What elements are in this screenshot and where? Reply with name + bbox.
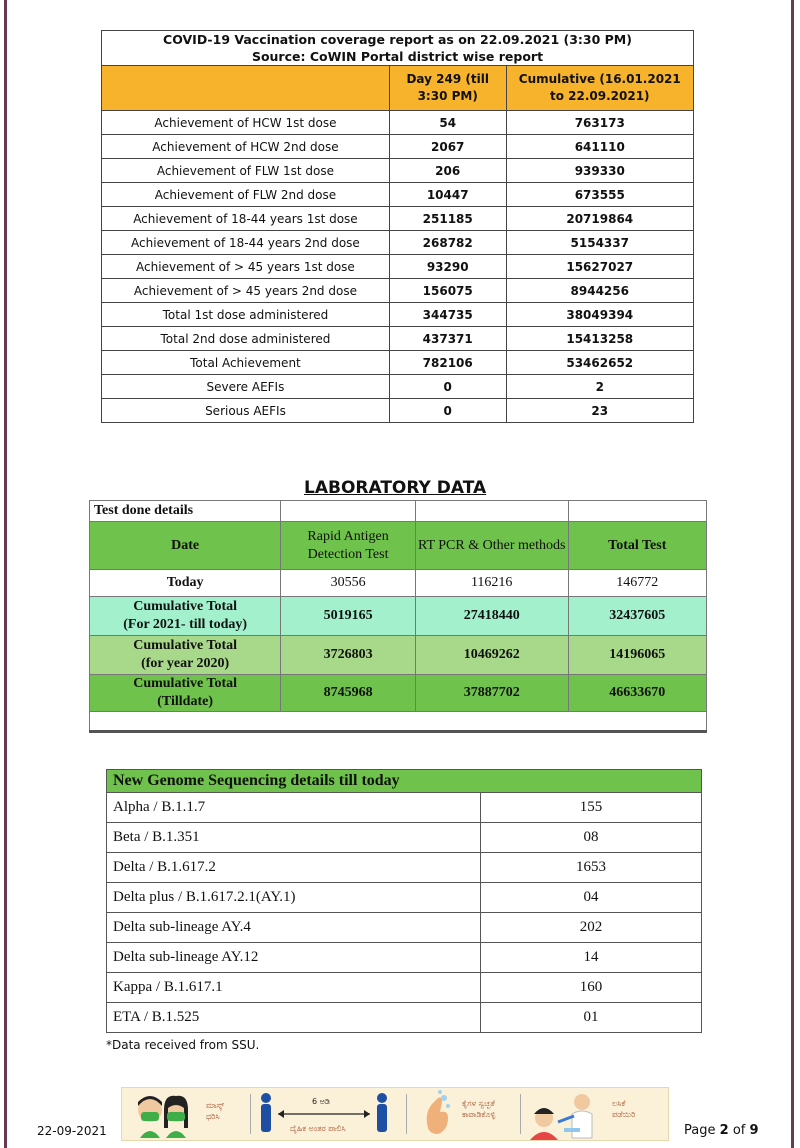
vaccination-header-blank <box>102 66 390 111</box>
vaccination-row <box>102 375 694 399</box>
genome-header-row <box>107 770 702 793</box>
distance-text: ದೈಹಿಕ ಅಂತರ ಪಾಲಿಸಿ <box>290 1124 346 1133</box>
vaccination-row <box>102 351 694 375</box>
variant-name: Beta / B.1.351 <box>107 823 481 853</box>
vaccination-row <box>102 399 694 423</box>
vaccination-row-label: Severe AEFIs <box>102 375 390 399</box>
vaccination-row <box>102 183 694 207</box>
vaccination-day-value: 2067 <box>389 135 506 159</box>
vaccination-day-value: 344735 <box>389 303 506 327</box>
vaccination-day-value: 156075 <box>389 279 506 303</box>
vaccine-text: ಲಸಿಕೆ ಪಡೆಯಿರಿ <box>612 1099 636 1119</box>
vaccination-row-label: Achievement of > 45 years 2nd dose <box>102 279 390 303</box>
variant-count: 01 <box>481 1003 702 1033</box>
laboratory-total-value: 32437605 <box>568 597 706 636</box>
variant-count: 1653 <box>481 853 702 883</box>
vaccination-cumulative-value: 673555 <box>506 183 693 207</box>
variant-count: 08 <box>481 823 702 853</box>
vaccination-cumulative-value: 15627027 <box>506 255 693 279</box>
vaccination-cumulative-value: 15413258 <box>506 327 693 351</box>
genome-row <box>107 883 702 913</box>
vaccination-row <box>102 255 694 279</box>
laboratory-header-row <box>90 522 707 570</box>
laboratory-header-total: Total Test <box>568 522 706 570</box>
laboratory-rat-value: 8745968 <box>281 675 416 712</box>
vaccination-row-label: Achievement of HCW 1st dose <box>102 111 390 135</box>
vaccination-day-value: 437371 <box>389 327 506 351</box>
vaccination-cumulative-value: 2 <box>506 375 693 399</box>
variant-name: Delta sub-lineage AY.4 <box>107 913 481 943</box>
banner-divider <box>250 1094 251 1134</box>
genome-rows <box>107 793 702 1033</box>
laboratory-row-label: Cumulative Total (for year 2020) <box>90 636 281 675</box>
variant-name: Kappa / B.1.617.1 <box>107 973 481 1003</box>
laboratory-rtpcr-value: 37887702 <box>415 675 568 712</box>
vaccination-table <box>101 30 694 423</box>
laboratory-rtpcr-value: 116216 <box>415 570 568 597</box>
variant-name: Delta / B.1.617.2 <box>107 853 481 883</box>
laboratory-header-date: Date <box>90 522 281 570</box>
distance-value: 6 ಅಡಿ <box>312 1097 330 1106</box>
laboratory-rat-value: 3726803 <box>281 636 416 675</box>
laboratory-header-rtpcr: RT PCR & Other methods <box>415 522 568 570</box>
vaccination-row-label: Achievement of 18-44 years 1st dose <box>102 207 390 231</box>
vaccination-row-label: Achievement of FLW 2nd dose <box>102 183 390 207</box>
vaccination-day-value: 93290 <box>389 255 506 279</box>
vaccination-row <box>102 303 694 327</box>
genome-table <box>106 769 702 1033</box>
vaccination-row <box>102 279 694 303</box>
banner-divider <box>520 1094 521 1134</box>
genome-row <box>107 853 702 883</box>
vaccination-row-label: Total Achievement <box>102 351 390 375</box>
covid-appropriate-behaviour-banner <box>121 1087 669 1141</box>
footer-date: 22-09-2021 <box>37 1124 107 1138</box>
genome-row <box>107 793 702 823</box>
vaccination-cumulative-value: 5154337 <box>506 231 693 255</box>
hand-wash-icon <box>420 1088 454 1140</box>
vaccination-day-value: 0 <box>389 399 506 423</box>
hands-text: ಕೈಗಳ ಸ್ವಚ್ಛತೆ ಕಾಪಾಡಿಕೊಳ್ಳಿ <box>462 1099 496 1119</box>
vaccination-row-label: Achievement of 18-44 years 2nd dose <box>102 231 390 255</box>
vaccination-cumulative-value: 23 <box>506 399 693 423</box>
vaccination-cumulative-value: 641110 <box>506 135 693 159</box>
vaccination-rows <box>102 111 694 423</box>
genome-row <box>107 913 702 943</box>
variant-count: 04 <box>481 883 702 913</box>
variant-count: 202 <box>481 913 702 943</box>
vaccination-title-row <box>102 31 694 66</box>
laboratory-row <box>90 675 707 712</box>
vaccination-row <box>102 159 694 183</box>
laboratory-empty-row <box>90 712 707 732</box>
vaccination-row <box>102 135 694 159</box>
vaccination-day-value: 251185 <box>389 207 506 231</box>
vaccination-day-value: 268782 <box>389 231 506 255</box>
data-source-note: *Data received from SSU. <box>106 1038 260 1052</box>
vaccination-cumulative-value: 939330 <box>506 159 693 183</box>
mask-faces-icon <box>132 1088 196 1140</box>
genome-title: New Genome Sequencing details till today <box>107 770 702 793</box>
laboratory-row-label: Today <box>90 570 281 597</box>
vaccination-row-label: Total 1st dose administered <box>102 303 390 327</box>
laboratory-rat-value: 30556 <box>281 570 416 597</box>
vaccination-cumulative-value: 38049394 <box>506 303 693 327</box>
vaccination-row <box>102 207 694 231</box>
vaccination-header-cumulative: Cumulative (16.01.2021 to 22.09.2021) <box>506 66 693 111</box>
laboratory-rtpcr-value: 10469262 <box>415 636 568 675</box>
laboratory-subheading: Test done details <box>90 501 281 522</box>
laboratory-header-rat: Rapid Antigen Detection Test <box>281 522 416 570</box>
laboratory-title: LABORATORY DATA <box>304 478 487 498</box>
banner-divider <box>406 1094 407 1134</box>
vaccination-day-value: 54 <box>389 111 506 135</box>
laboratory-row <box>90 597 707 636</box>
genome-row <box>107 1003 702 1033</box>
laboratory-table <box>89 500 707 733</box>
laboratory-total-value: 14196065 <box>568 636 706 675</box>
vaccination-row <box>102 231 694 255</box>
vaccination-title: COVID-19 Vaccination coverage report as on 22.09.2021 (3:30 PM) Source: CoWIN Portal district wise report <box>102 31 694 66</box>
variant-count: 14 <box>481 943 702 973</box>
vaccination-row <box>102 327 694 351</box>
vaccination-header-day: Day 249 (till 3:30 PM) <box>389 66 506 111</box>
vaccination-icon <box>528 1088 602 1140</box>
laboratory-row <box>90 636 707 675</box>
vaccination-row-label: Serious AEFIs <box>102 399 390 423</box>
mask-text: ಮಾಸ್ಕ್ ಧರಿಸಿ <box>206 1101 225 1121</box>
vaccination-day-value: 782106 <box>389 351 506 375</box>
vaccination-row-label: Achievement of > 45 years 1st dose <box>102 255 390 279</box>
vaccination-day-value: 0 <box>389 375 506 399</box>
vaccination-row-label: Total 2nd dose administered <box>102 327 390 351</box>
laboratory-row-label: Cumulative Total (For 2021- till today) <box>90 597 281 636</box>
laboratory-rtpcr-value: 27418440 <box>415 597 568 636</box>
vaccination-row-label: Achievement of FLW 1st dose <box>102 159 390 183</box>
vaccination-cumulative-value: 8944256 <box>506 279 693 303</box>
laboratory-row-label: Cumulative Total (Tilldate) <box>90 675 281 712</box>
variant-name: ETA / B.1.525 <box>107 1003 481 1033</box>
vaccination-day-value: 206 <box>389 159 506 183</box>
variant-count: 155 <box>481 793 702 823</box>
vaccination-row-label: Achievement of HCW 2nd dose <box>102 135 390 159</box>
laboratory-total-value: 146772 <box>568 570 706 597</box>
page-number: Page 2 of 9 <box>684 1123 759 1138</box>
vaccination-cumulative-value: 53462652 <box>506 351 693 375</box>
laboratory-row <box>90 570 707 597</box>
laboratory-total-value: 46633670 <box>568 675 706 712</box>
genome-row <box>107 823 702 853</box>
vaccination-cumulative-value: 763173 <box>506 111 693 135</box>
vaccination-day-value: 10447 <box>389 183 506 207</box>
laboratory-rat-value: 5019165 <box>281 597 416 636</box>
variant-name: Delta sub-lineage AY.12 <box>107 943 481 973</box>
variant-name: Delta plus / B.1.617.2.1(AY.1) <box>107 883 481 913</box>
vaccination-header-row <box>102 66 694 111</box>
vaccination-cumulative-value: 20719864 <box>506 207 693 231</box>
genome-row <box>107 973 702 1003</box>
genome-row <box>107 943 702 973</box>
variant-name: Alpha / B.1.1.7 <box>107 793 481 823</box>
laboratory-subheading-row <box>90 501 707 522</box>
vaccination-row <box>102 111 694 135</box>
variant-count: 160 <box>481 973 702 1003</box>
